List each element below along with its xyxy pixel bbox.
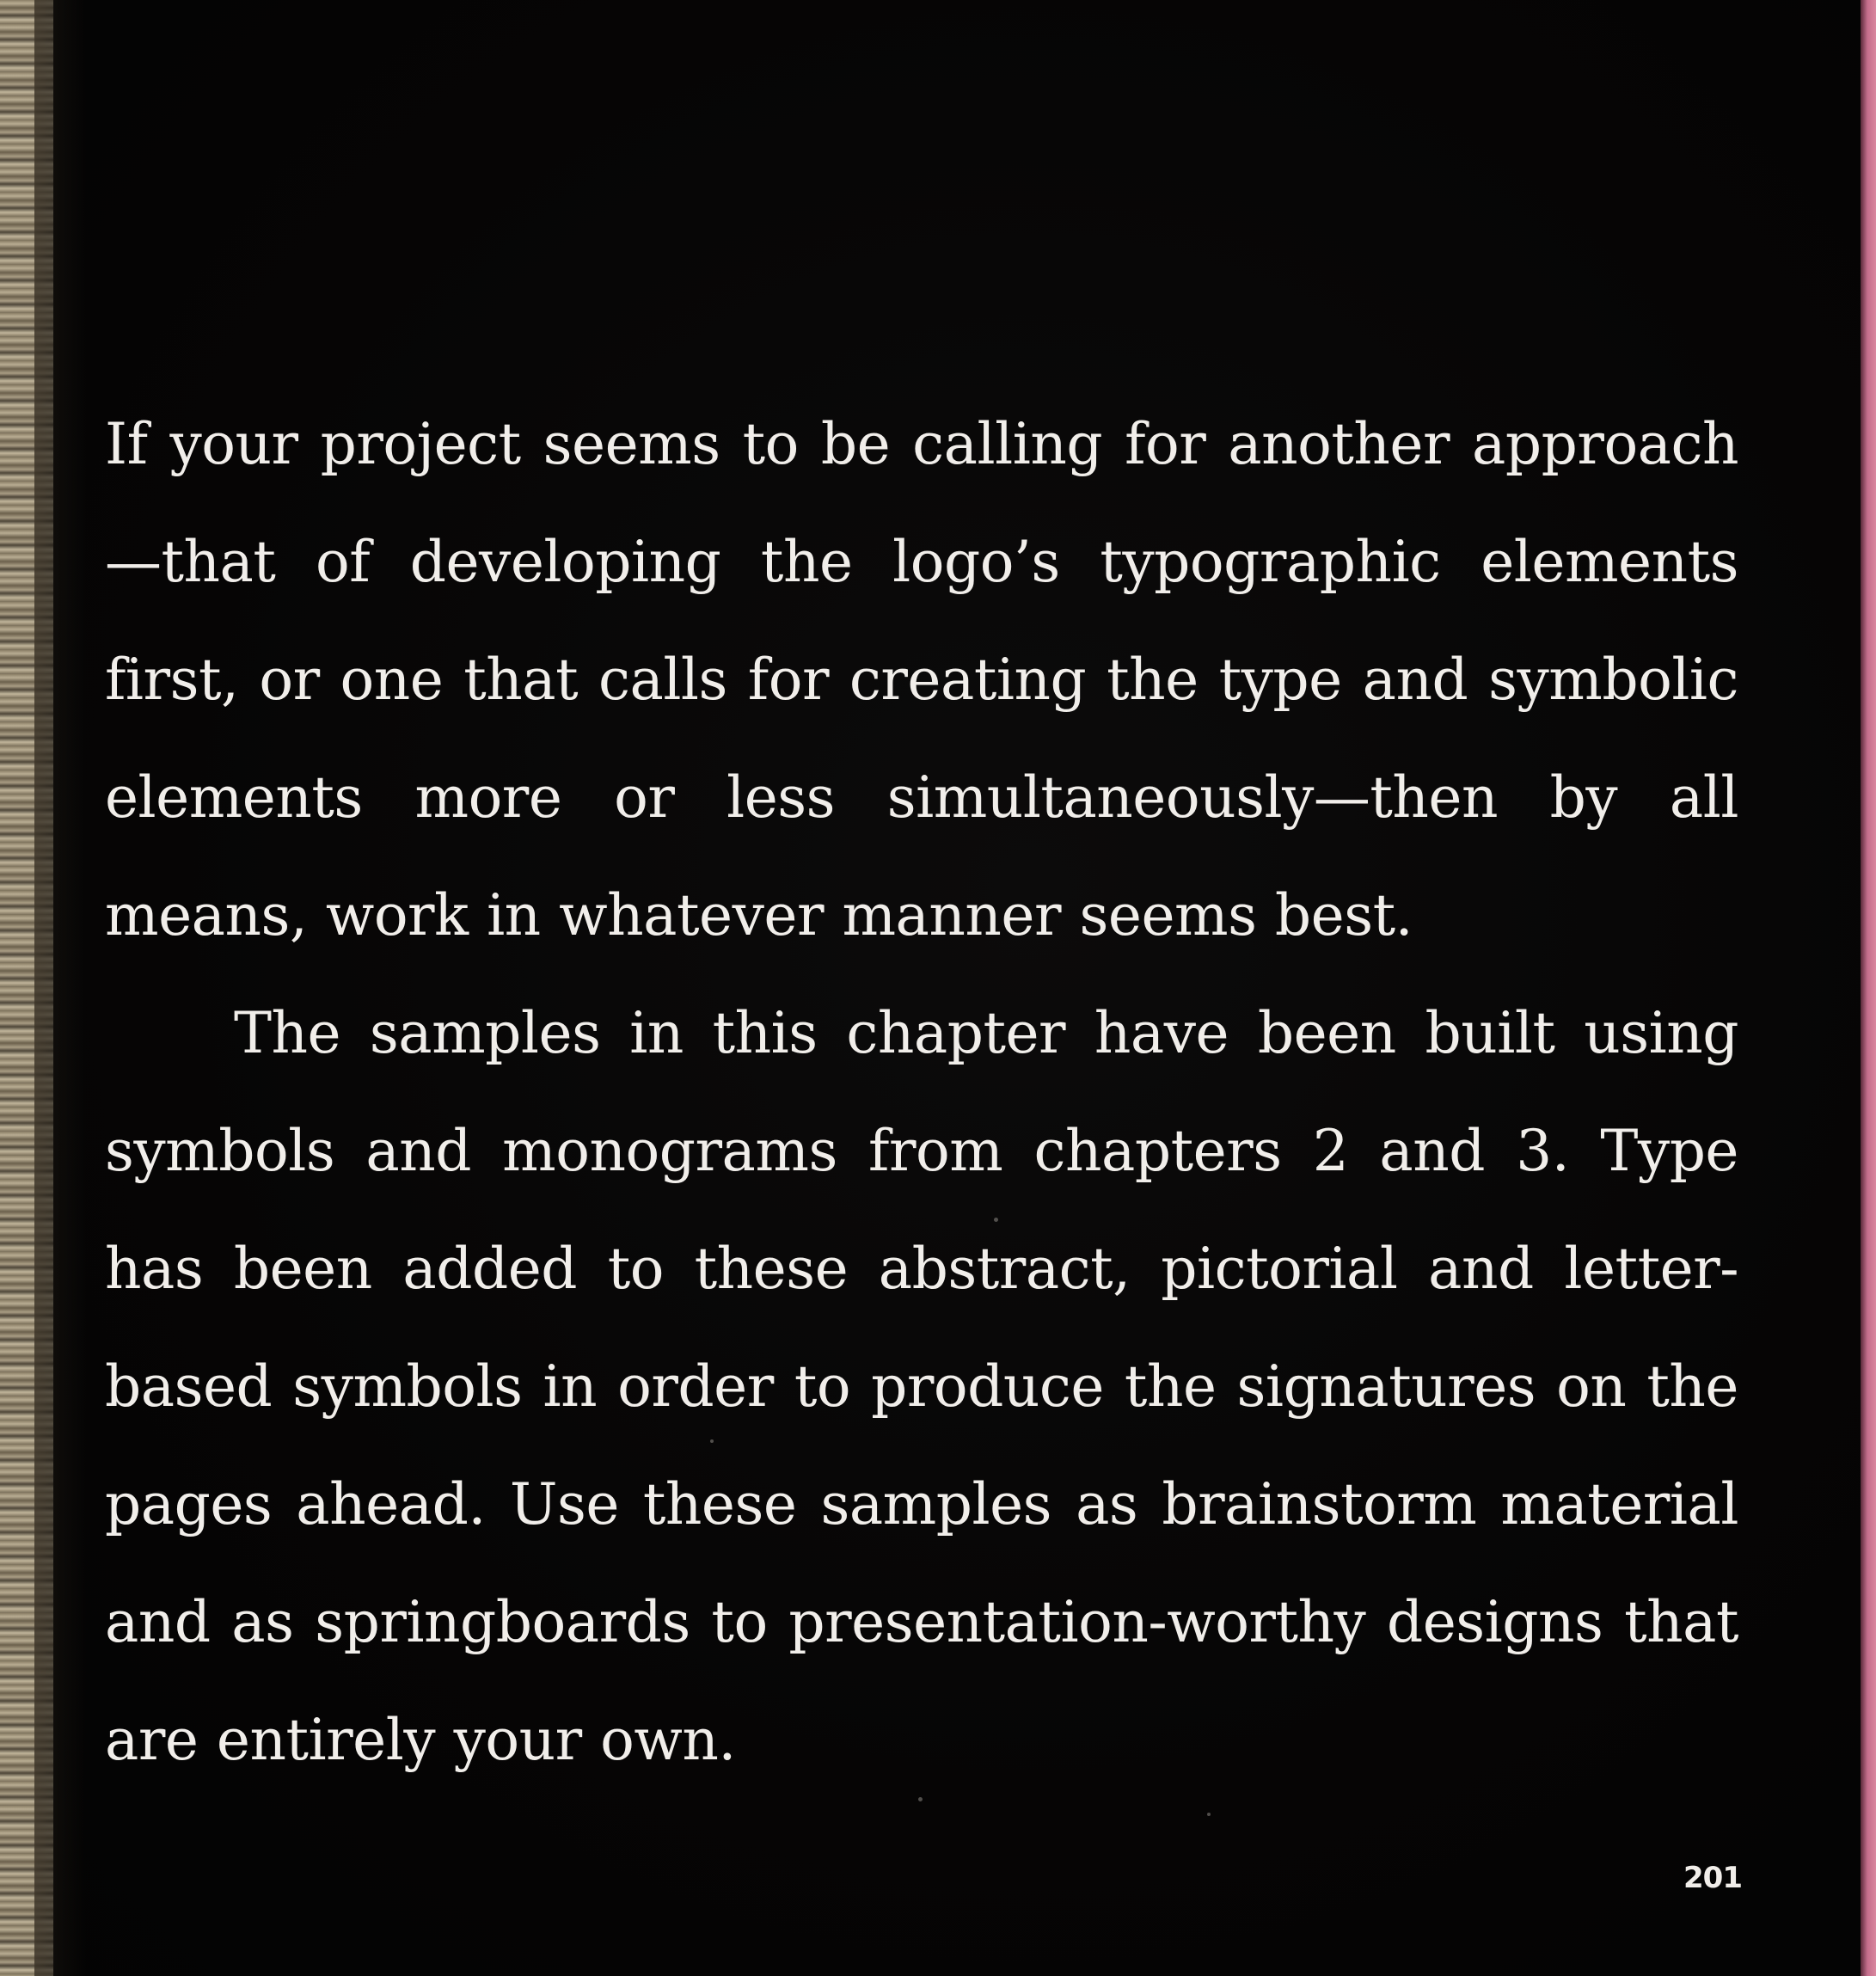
spine-shadow <box>34 0 86 1976</box>
paragraph-1: If your project seems to be calling for another approach—that of developing the logo’s typographic elements first, or one that calls for creating the type and symbolic elements more or less simultaneously—then by all means, work in whatever manner seems best. <box>105 411 1738 948</box>
dust-speck <box>1207 1813 1211 1816</box>
page-number: 201 <box>1683 1861 1742 1895</box>
paragraph-2: The samples in this chapter have been built using symbols and monograms from chapters 2 and 3. Type has been added to these abstract, pictorial and letter-based symbols in order to produce the signatures on the pages ahead. Use these samples as brainstorm material and as springboards to presentation-worthy designs that are entirely your own. <box>105 1000 1738 1773</box>
page-edge <box>1861 0 1876 1976</box>
body-text <box>105 385 1738 1799</box>
